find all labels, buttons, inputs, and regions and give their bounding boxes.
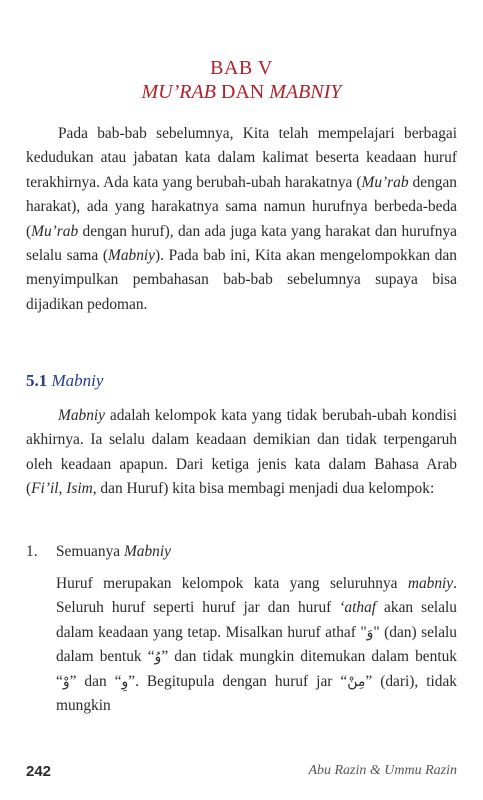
arabic-waw-kasra: وِ (121, 673, 129, 690)
list-text-2: . Seluruh huruf seperti huruf jar dan huruf (56, 575, 457, 617)
section-number: 5.1 (26, 371, 48, 390)
list-text-3: akan selalu dalam keadaan yang tetap. Misalkan huruf athaf " (56, 599, 457, 641)
list-text-1: Huruf merupakan kelompok kata yang seluruhnya (56, 575, 408, 592)
arabic-waw-sukun: وْ (62, 673, 70, 690)
list-italic-1: mabniy (407, 575, 454, 592)
arabic-waw-fatha: وَ (366, 624, 374, 641)
footer-authors: Abu Razin & Ummu Razin (308, 763, 457, 778)
list-paragraph (56, 572, 457, 718)
intro-text-1: Pada bab-bab sebelumnya, Kita telah mempelajari berbagai kedudukan atau jabatan kata dalam kalimat beserta keadaan huruf terakhirnya. Ada kata yang berubah-ubah harakatnya ( (26, 125, 457, 191)
intro-italic-3: Mabniy (108, 247, 156, 265)
list-item (26, 541, 171, 563)
list-item-text: Semuanya (56, 543, 124, 560)
list-text-5: ” dan tidak mungkin ditemukan dalam bentuk “ (56, 648, 457, 690)
intro-italic-2: Mu’rab (31, 222, 79, 240)
arabic-min: مِنْ (347, 673, 366, 690)
list-text-6: ” dan “ (69, 672, 122, 690)
section-paragraph (26, 404, 457, 502)
chapter-title-dan: DAN (215, 81, 270, 103)
page-footer (26, 763, 457, 787)
section-italic-3: Isim (66, 480, 93, 498)
intro-paragraph (26, 122, 457, 317)
chapter-title-mu-rab: MU’RAB (141, 81, 216, 103)
chapter-number: BAB V (210, 57, 273, 79)
arabic-waw-damma: وُ (154, 649, 162, 666)
chapter-title (0, 80, 483, 104)
intro-text-2: dengan harakat), ada yang harakatnya sama namun hurufnya berbeda-beda ( (26, 173, 457, 240)
list-text-8: ” (dari), tidak mungkin (56, 672, 457, 715)
section-text-3: , dan Huruf) kita bisa membagi menjadi dua kelompok: (92, 480, 435, 498)
section-italic-1: Mabniy (58, 407, 106, 424)
list-marker: 1. (26, 543, 38, 560)
chapter-title-mabniy: MABNIY (269, 81, 342, 103)
list-text-7: ”. Begitupula dengan huruf jar “ (128, 672, 348, 690)
page-number: 242 (26, 763, 52, 780)
list-italic-2: ‘athaf (339, 599, 377, 617)
intro-italic-1: Mu’rab (361, 173, 409, 191)
chapter-heading (0, 56, 483, 104)
section-heading (26, 370, 103, 392)
section-text-1: adalah kelompok kata yang tidak berubah-ubah kondisi akhirnya. Ia selalu dalam keadaan demikian dan tidak terpengaruh oleh keadaan apapun. Dari ketiga jenis kata dalam Bahasa Arab ( (26, 407, 457, 498)
intro-text-4: ). Pada bab ini, Kita akan mengelompokkan dan menyimpulkan pembahasan bab-bab sebelumnya supaya bisa dijadikan pedoman. (26, 247, 457, 313)
section-text-2: , (58, 480, 67, 498)
section-title: Mabniy (51, 371, 104, 390)
intro-text-3: dengan huruf), dan ada juga kata yang harakat dan hurufnya selalu sama ( (26, 222, 457, 265)
list-text-4: " (dan) selalu dalam bentuk “ (56, 623, 457, 666)
section-italic-2: Fi’il (31, 480, 59, 498)
list-item-italic: Mabniy (123, 543, 171, 560)
